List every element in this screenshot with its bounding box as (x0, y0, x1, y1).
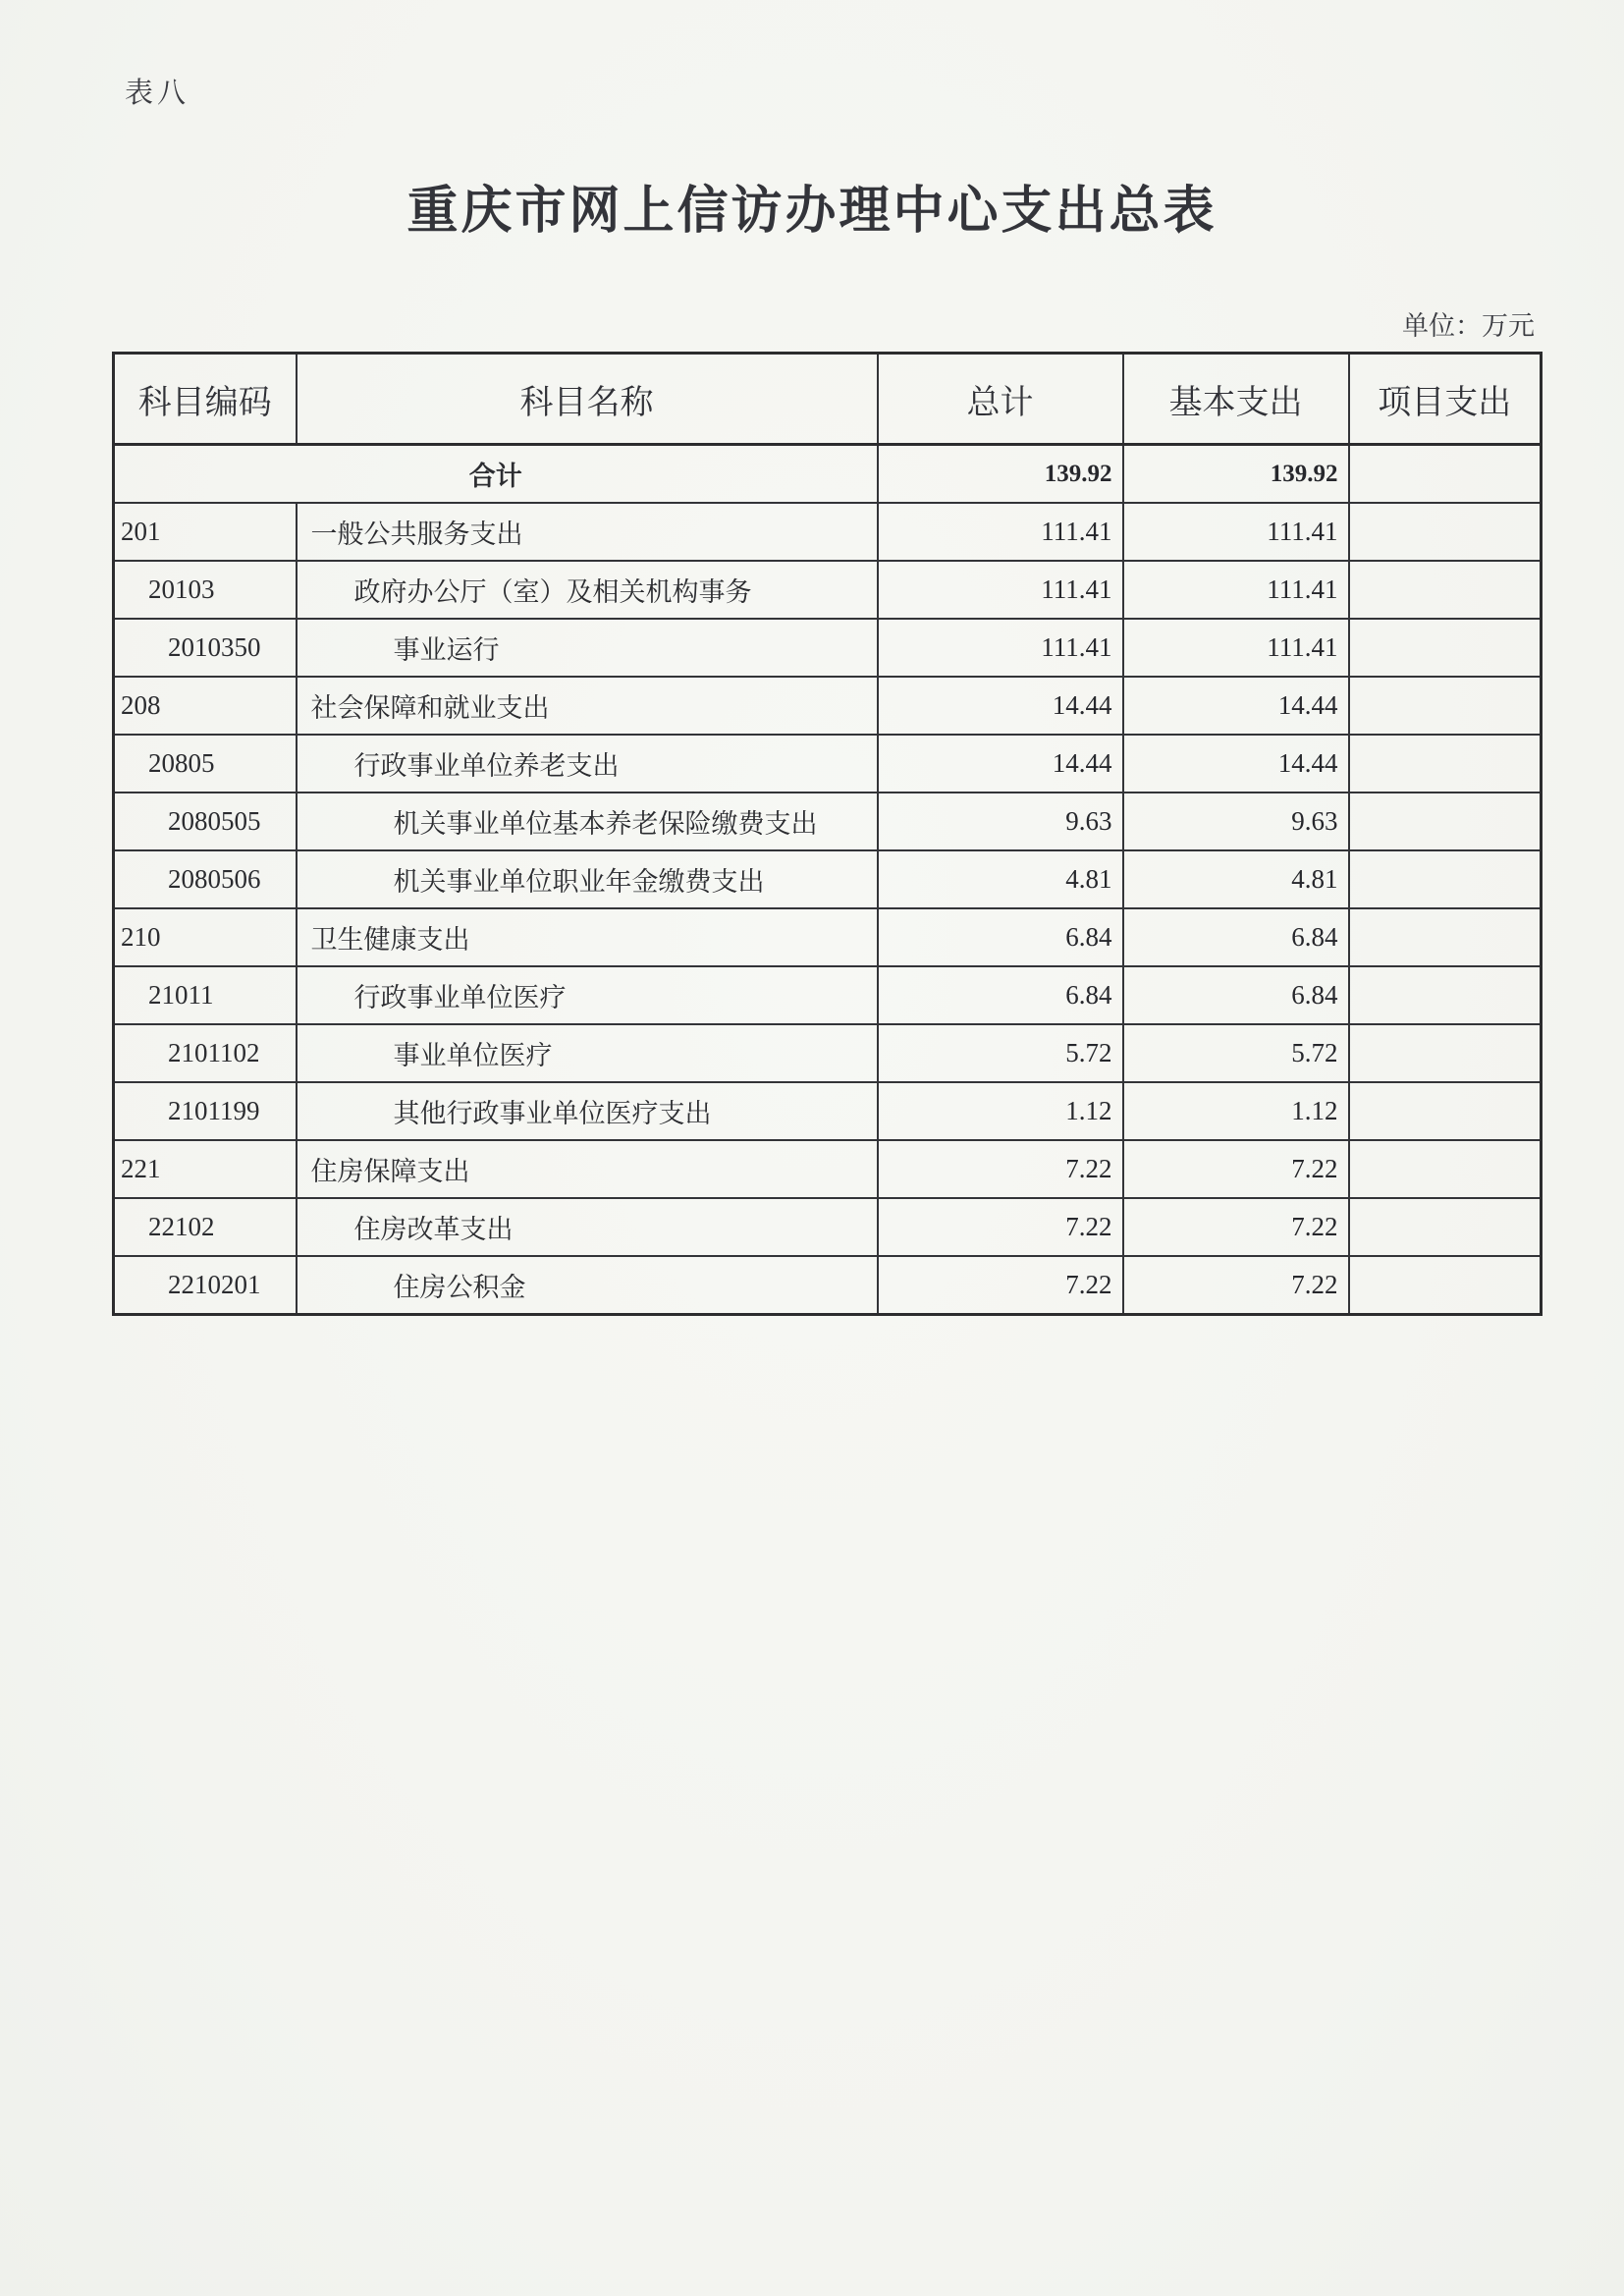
table-row (114, 850, 1542, 908)
row-code-cell: 2101199 (114, 1082, 297, 1140)
row-project-cell (1349, 1140, 1542, 1198)
table-row (114, 1256, 1542, 1315)
row-total-cell: 7.22 (878, 1198, 1123, 1256)
row-project-cell (1349, 561, 1542, 619)
row-total-cell: 14.44 (878, 677, 1123, 735)
total-project-cell (1349, 445, 1542, 504)
row-total-cell: 5.72 (878, 1024, 1123, 1082)
expenditure-table (112, 352, 1543, 1316)
table-number-label: 表八 (125, 78, 190, 109)
row-code-cell: 2080505 (114, 793, 297, 850)
row-basic-cell: 111.41 (1123, 561, 1349, 619)
row-code-cell: 210 (114, 908, 297, 966)
row-basic-cell: 14.44 (1123, 677, 1349, 735)
row-code-cell: 20103 (114, 561, 297, 619)
table-row (114, 1198, 1542, 1256)
row-code-cell: 201 (114, 503, 297, 561)
row-basic-cell: 9.63 (1123, 793, 1349, 850)
header-subject-code: 科目编码 (114, 354, 297, 445)
table-body (114, 445, 1542, 1315)
row-basic-cell: 5.72 (1123, 1024, 1349, 1082)
row-project-cell (1349, 908, 1542, 966)
row-total-cell: 111.41 (878, 619, 1123, 677)
row-total-cell: 14.44 (878, 735, 1123, 793)
row-basic-cell: 6.84 (1123, 966, 1349, 1024)
row-code-cell: 208 (114, 677, 297, 735)
table-row (114, 966, 1542, 1024)
row-basic-cell: 7.22 (1123, 1198, 1349, 1256)
row-project-cell (1349, 619, 1542, 677)
row-total-cell: 6.84 (878, 908, 1123, 966)
row-basic-cell: 6.84 (1123, 908, 1349, 966)
header-project-expense: 项目支出 (1349, 354, 1542, 445)
row-name-cell: 行政事业单位医疗 (297, 966, 878, 1024)
row-name-cell: 卫生健康支出 (297, 908, 878, 966)
row-project-cell (1349, 735, 1542, 793)
row-name-cell: 机关事业单位基本养老保险缴费支出 (297, 793, 878, 850)
page-title: 重庆市网上信访办理中心支出总表 (406, 184, 1218, 240)
row-name-cell: 一般公共服务支出 (297, 503, 878, 561)
row-project-cell (1349, 850, 1542, 908)
row-basic-cell: 4.81 (1123, 850, 1349, 908)
row-project-cell (1349, 1256, 1542, 1315)
row-name-cell: 住房改革支出 (297, 1198, 878, 1256)
row-code-cell: 22102 (114, 1198, 297, 1256)
row-name-cell: 政府办公厅（室）及相关机构事务 (297, 561, 878, 619)
table-row (114, 677, 1542, 735)
table-row (114, 908, 1542, 966)
row-code-cell: 2101102 (114, 1024, 297, 1082)
row-basic-cell: 111.41 (1123, 503, 1349, 561)
row-project-cell (1349, 1024, 1542, 1082)
total-basic-cell: 139.92 (1123, 445, 1349, 504)
row-total-cell: 4.81 (878, 850, 1123, 908)
row-total-cell: 6.84 (878, 966, 1123, 1024)
table-row (114, 1082, 1542, 1140)
row-code-cell: 21011 (114, 966, 297, 1024)
table-row (114, 793, 1542, 850)
total-sum-cell: 139.92 (878, 445, 1123, 504)
table-row (114, 503, 1542, 561)
row-name-cell: 事业运行 (297, 619, 878, 677)
table-row (114, 735, 1542, 793)
row-code-cell: 2080506 (114, 850, 297, 908)
header-subject-name: 科目名称 (297, 354, 878, 445)
row-code-cell: 2010350 (114, 619, 297, 677)
row-name-cell: 社会保障和就业支出 (297, 677, 878, 735)
row-project-cell (1349, 793, 1542, 850)
row-total-cell: 7.22 (878, 1140, 1123, 1198)
row-project-cell (1349, 966, 1542, 1024)
row-basic-cell: 7.22 (1123, 1140, 1349, 1198)
row-total-cell: 7.22 (878, 1256, 1123, 1315)
row-name-cell: 机关事业单位职业年金缴费支出 (297, 850, 878, 908)
header-basic-expense: 基本支出 (1123, 354, 1349, 445)
row-basic-cell: 111.41 (1123, 619, 1349, 677)
row-project-cell (1349, 677, 1542, 735)
table-row (114, 561, 1542, 619)
total-label-cell: 合计 (114, 445, 878, 504)
row-name-cell: 住房保障支出 (297, 1140, 878, 1198)
row-total-cell: 1.12 (878, 1082, 1123, 1140)
row-basic-cell: 7.22 (1123, 1256, 1349, 1315)
header-total: 总计 (878, 354, 1123, 445)
row-basic-cell: 1.12 (1123, 1082, 1349, 1140)
row-project-cell (1349, 1082, 1542, 1140)
row-project-cell (1349, 1198, 1542, 1256)
row-name-cell: 行政事业单位养老支出 (297, 735, 878, 793)
table-row (114, 1024, 1542, 1082)
table-header-row (114, 354, 1542, 445)
row-name-cell: 其他行政事业单位医疗支出 (297, 1082, 878, 1140)
row-total-cell: 111.41 (878, 503, 1123, 561)
row-project-cell (1349, 503, 1542, 561)
row-name-cell: 住房公积金 (297, 1256, 878, 1315)
row-code-cell: 20805 (114, 735, 297, 793)
table-row (114, 619, 1542, 677)
unit-note: 单位：万元 (1402, 311, 1535, 341)
row-name-cell: 事业单位医疗 (297, 1024, 878, 1082)
row-code-cell: 221 (114, 1140, 297, 1198)
row-total-cell: 111.41 (878, 561, 1123, 619)
row-total-cell: 9.63 (878, 793, 1123, 850)
table-row (114, 1140, 1542, 1198)
row-basic-cell: 14.44 (1123, 735, 1349, 793)
table-total-row (114, 445, 1542, 504)
row-code-cell: 2210201 (114, 1256, 297, 1315)
